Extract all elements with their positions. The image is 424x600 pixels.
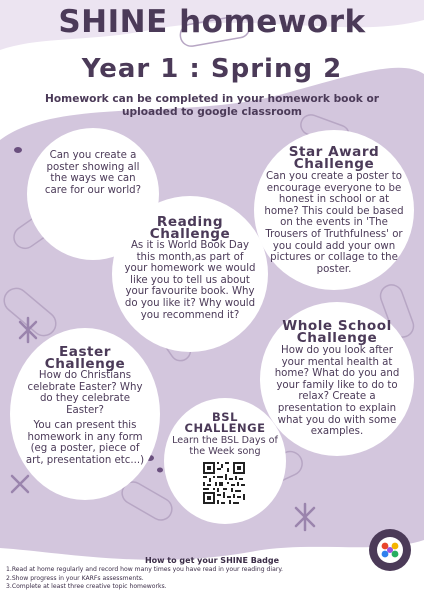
intro-text: Homework can be completed in your homework book or uploaded to google classroom bbox=[45, 93, 379, 118]
reading-challenge-heading bbox=[130, 216, 250, 241]
badge-instructions-title: How to get your SHINE Badge bbox=[144, 556, 280, 565]
bsl-challenge-text: Learn the BSL Days of the Week song bbox=[172, 435, 278, 457]
star-award-heading bbox=[262, 146, 406, 171]
easter-heading-line1: Easter bbox=[59, 344, 111, 360]
bsl-challenge-heading bbox=[172, 412, 278, 434]
reading-heading-line1: Reading bbox=[156, 214, 224, 230]
reading-challenge-text: As it is World Book Day this month,as part of your homework we would like you to tell us about your favourite book. Why do you like it? Why would you recommend it? bbox=[124, 240, 256, 321]
page-title: SHINE homework bbox=[58, 4, 366, 40]
badge-instruction-item: 3.Complete at least three creative topic homeworks. bbox=[6, 583, 167, 591]
easter-challenge-heading bbox=[20, 346, 150, 371]
easter-challenge-text2: You can present this homework in any form (eg a poster, piece of art, presentation etc...) bbox=[25, 420, 145, 466]
whole-school-heading-line2: Challenge bbox=[296, 330, 378, 347]
star-award-heading-line1: Star Award bbox=[288, 144, 380, 160]
school-logo-icon bbox=[368, 528, 412, 572]
bsl-qr-code[interactable] bbox=[201, 460, 247, 506]
poster-task-text: Can you create a poster showing all the ways we can care for our world? bbox=[44, 150, 142, 196]
whole-school-text: How do you look after your mental health at home? What do you and your family like to do to relax? Create a presentation to explain what you do with some examples. bbox=[274, 345, 400, 438]
easter-challenge-text1: How do Christians celebrate Easter? Why do they celebrate Easter? bbox=[27, 370, 143, 416]
bsl-heading-line1: BSL bbox=[212, 410, 238, 424]
bsl-heading-line2: CHALLENGE bbox=[184, 421, 266, 435]
whole-school-heading bbox=[268, 320, 406, 345]
whole-school-heading-line1: Whole School bbox=[282, 318, 392, 334]
badge-instructions-list bbox=[6, 566, 283, 592]
star-award-text: Can you create a poster to encourage everyone to be honest in school or at home? This could be based on the events in 'The Trousers of Truthfulness' or you could add your own pictures or collage to the poster. bbox=[264, 171, 404, 275]
star-award-heading-line2: Challenge bbox=[293, 156, 375, 173]
easter-heading-line2: Challenge bbox=[44, 356, 126, 373]
badge-instruction-item: 1.Read at home regularly and record how many times you have read in your reading diary. bbox=[6, 566, 283, 573]
reading-heading-line2: Challenge bbox=[149, 226, 231, 243]
page-subtitle: Year 1 : Spring 2 bbox=[81, 54, 343, 84]
badge-instruction-item: 2.Show progress in your KARFs assessments. bbox=[6, 574, 144, 582]
